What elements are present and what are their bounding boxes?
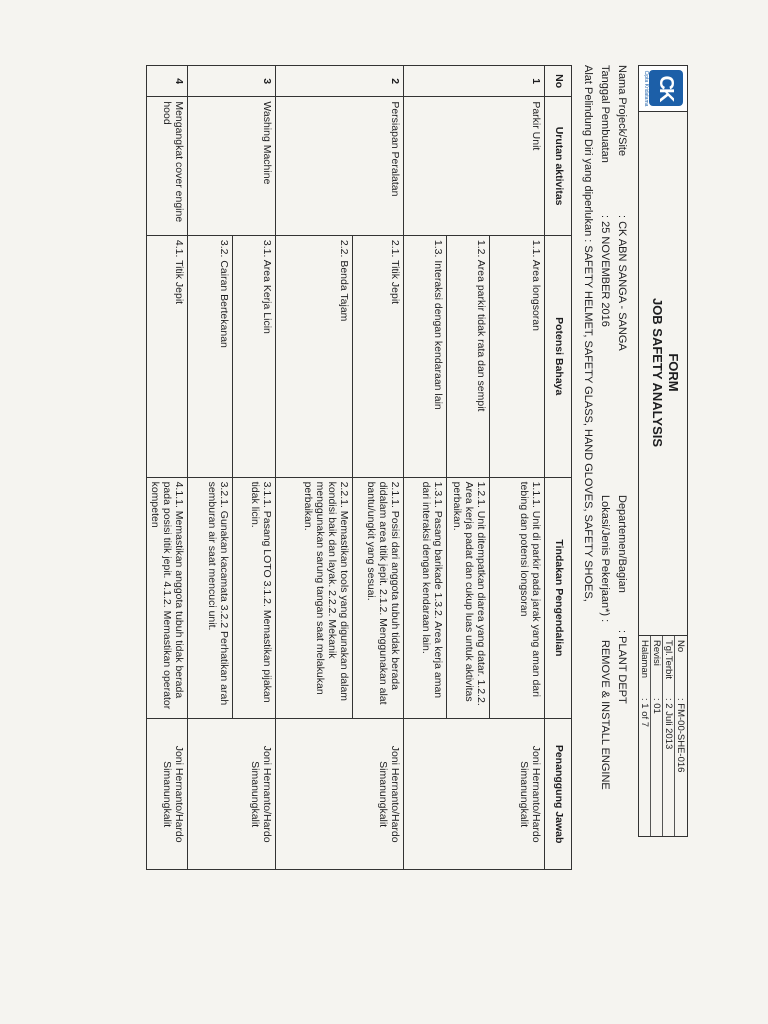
form-title: FORM [666, 353, 681, 392]
form-page-rotated [50, 50, 700, 890]
col-responsible: Penanggung Jawab [545, 719, 572, 870]
table-row: 4 Mengangkat cover engine hood 4.1. Titik Jepit 4.1.1. Memastikan anggota tubuh tidak berada pada posisi titik jepit. 4.1.2. Memastikan operator kompeten Joni Hernanto/Hardo Simanungkalit [147, 66, 188, 870]
col-activity: Urutan aktivitas [545, 97, 572, 236]
ppe-row: Alat Pelindung Diri yang diperlukan : SAFETY HELMET, SAFETY GLASS, HAND GLOVES, SAFETY SHOES, [582, 65, 594, 602]
table-row: 1.2. Area parkir tidak rata dan sempit 1.2.1. Unit ditempatkan diarea yang datar. 1.2.2. Area kerja padat dan cukup luas untuk aktivitas perbaikan. [447, 66, 490, 870]
date-row: Tanggal Pembuatan : 25 NOVEMBER 2016 Lokasi/Jenis Pekerjaan*) : REMOVE & INSTALL ENGINE [599, 65, 611, 790]
form-title-area [638, 110, 688, 636]
table-row: 3 Washing Machine 3.1. Area Kerja Licin 3.1.1. Pasang LOTO 3.1.2. Memastikan pijakan tidak licin. Joni Hernanto/Hardo Simanungkalit [233, 66, 276, 870]
form-subtitle: JOB SAFETY ANALYSIS [650, 297, 665, 448]
col-control: Tindakan Pengendalian [545, 477, 572, 719]
table-header-row [545, 66, 572, 870]
col-hazard: Potensi Bahaya [545, 235, 572, 477]
meta-revisi: Revisi : 01 [651, 640, 662, 714]
ck-logo-mark: CK [649, 70, 683, 106]
meta-no: No : FM-00-SHE-016 [675, 640, 686, 773]
meta-tgl-terbit: Tgl.Terbit : 2 Juli 2013 [663, 640, 674, 750]
table-row: 3.2. Cairan Bertekanan 3.2.1. Gunakan kacamata 3.2.2 Perhatikan arah semburan air saat mencuci unit. [188, 66, 233, 870]
project-row: Nama Projeck/Site : CK ABN SANGA - SANGA Departemen/Bagian : PLANT DEPT [616, 65, 628, 704]
col-no: No [545, 66, 572, 97]
ck-logo-caption: Cipta Kridatama [643, 70, 649, 107]
table-row: 1.3. Interaksi dengan kendaraan lain 1.3.1. Pasang barikade 1.3.2. Area kerja aman dari interaksi dengan kendaraan lain. [404, 66, 447, 870]
table-row: 2.2. Benda Tajam 2.2.1. Memastikan tools yang digunakan dalam kondisi baik dan layak. 2.2.2. Mekanik menggunakan sarung tangan saat melakukan perbaikan. [276, 66, 353, 870]
jsa-table [146, 65, 572, 870]
document-meta-box [638, 635, 688, 837]
table-row: 2 Persiapan Peralatan 2.1. Titik Jepit 2.1.1. Posisi dari anggota tubuh tidak berada didalam area titik jepit. 2.1.2. Menggunakan alat bantu/ungkit yang sesuai. Joni Hernanto/Hardo Simanungkalit [353, 66, 404, 870]
company-logo [638, 65, 688, 112]
table-row: 1 Parkir Unit 1.1. Area longsoran 1.1.1. Unit di parkir pada jarak yang aman dari tebing dan potensi longsoran Joni Hernanto/Hardo Simanungkalit [490, 66, 545, 870]
meta-halaman: Halaman : 1 of 7 [639, 640, 650, 728]
